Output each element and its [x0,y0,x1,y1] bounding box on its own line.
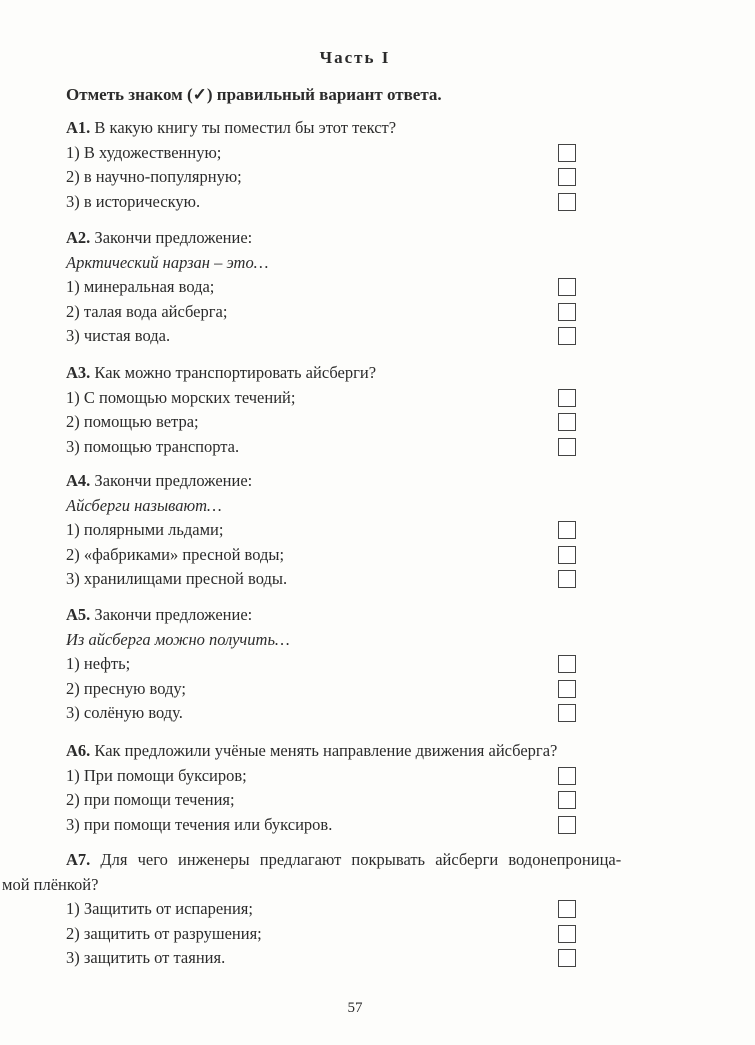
option-label: 3) в историческую. [66,191,201,211]
option-label: 1) При помощи буксиров; [66,765,247,785]
option-label: 3) помощью транспорта. [66,436,240,456]
option-label: 3) хранилищами пресной воды. [66,569,288,588]
answer-checkbox[interactable] [558,680,576,698]
question-number: А4. [66,471,91,490]
option-label: 2) «фабриками» пресной воды; [66,544,285,564]
option-label: 2) пресную воду; [66,678,187,698]
question-a5 [0,603,755,726]
answer-checkbox[interactable] [558,791,576,809]
question-stem: Закончи предложение: [90,228,253,247]
answer-checkbox[interactable] [558,900,576,918]
answer-option [0,567,755,592]
question-stem: Как предложили учёные менять направление движения айсберга? [90,741,558,760]
question-text [0,739,755,764]
question-number: А7. [66,850,91,869]
option-label: 3) защитить от таяния. [66,948,226,967]
answer-checkbox[interactable] [558,389,576,407]
answer-option [0,788,755,813]
option-label: 1) полярными льдами; [66,520,224,539]
instruction: Отметь знаком (✓) правильный вариант ответа. [66,85,442,104]
question-a4 [0,469,755,592]
question-a3 [0,361,755,459]
question-text [0,116,755,141]
answer-option [0,141,755,166]
question-number: А5. [66,605,91,624]
answer-checkbox[interactable] [558,816,576,834]
answer-checkbox[interactable] [558,168,576,186]
answer-option [0,300,755,325]
question-stem: Для чего инженеры предлагают покрывать айсберги водонепроница- [90,850,622,869]
question-text-continuation: мой плёнкой? [2,874,99,894]
option-label: 1) нефть; [66,654,131,673]
answer-checkbox[interactable] [558,655,576,673]
answer-checkbox[interactable] [558,925,576,943]
option-label: 2) талая вода айсберга; [66,301,228,321]
answer-checkbox[interactable] [558,413,576,431]
question-stem: Закончи предложение: [90,471,253,490]
option-label: 2) при помощи течения; [66,790,235,809]
option-label: 3) при помощи течения или буксиров. [66,814,333,834]
answer-option [0,946,755,971]
question-stem: Закончи предложение: [90,605,253,624]
option-label: 1) С помощью морских течений; [66,387,296,407]
answer-option [0,324,755,349]
answer-checkbox[interactable] [558,144,576,162]
question-text [0,361,755,386]
question-number: А3. [66,363,91,382]
answer-option [0,813,755,838]
question-text [0,603,755,628]
question-a2 [0,226,755,349]
answer-checkbox[interactable] [558,438,576,456]
answer-checkbox[interactable] [558,546,576,564]
answer-option [0,435,755,460]
answer-checkbox[interactable] [558,767,576,785]
answer-option [0,190,755,215]
answer-option [0,897,755,922]
answer-checkbox[interactable] [558,278,576,296]
question-stem: Как можно транспортировать айсберги? [90,363,377,382]
question-a7 [0,848,755,971]
answer-option [0,386,755,411]
answer-checkbox[interactable] [558,521,576,539]
answer-option [0,677,755,702]
option-label: 1) минеральная вода; [66,277,215,296]
question-text [0,469,755,494]
question-number: А6. [66,741,91,760]
page-number: 57 [347,1000,363,1016]
answer-option [0,410,755,435]
answer-checkbox[interactable] [558,193,576,211]
answer-option [0,165,755,190]
answer-option [0,543,755,568]
question-prompt: Айсберги называют… [66,495,222,515]
answer-checkbox[interactable] [558,327,576,345]
option-label: 2) в научно-популярную; [66,167,242,186]
answer-option [0,275,755,300]
answer-checkbox[interactable] [558,704,576,722]
question-stem: В какую книгу ты поместил бы этот текст? [90,118,397,137]
question-prompt: Арктический нарзан – это… [66,252,269,272]
part-title: Часть I [319,48,391,67]
answer-option [0,922,755,947]
question-text [0,848,755,873]
option-label: 2) защитить от разрушения; [66,923,262,943]
option-label: 3) чистая вода. [66,326,171,345]
question-a6 [0,739,755,837]
option-label: 2) помощью ветра; [66,412,199,431]
answer-checkbox[interactable] [558,303,576,321]
option-label: 3) солёную воду. [66,703,183,722]
question-number: А2. [66,228,91,247]
question-number: А1. [66,118,91,137]
answer-option [0,518,755,543]
answer-checkbox[interactable] [558,570,576,588]
answer-checkbox[interactable] [558,949,576,967]
question-text [0,226,755,251]
answer-option [0,652,755,677]
option-label: 1) Защитить от испарения; [66,899,253,918]
answer-option [0,764,755,789]
question-a1 [0,116,755,214]
option-label: 1) В художественную; [66,142,222,162]
question-prompt: Из айсберга можно получить… [66,629,290,649]
answer-option [0,701,755,726]
